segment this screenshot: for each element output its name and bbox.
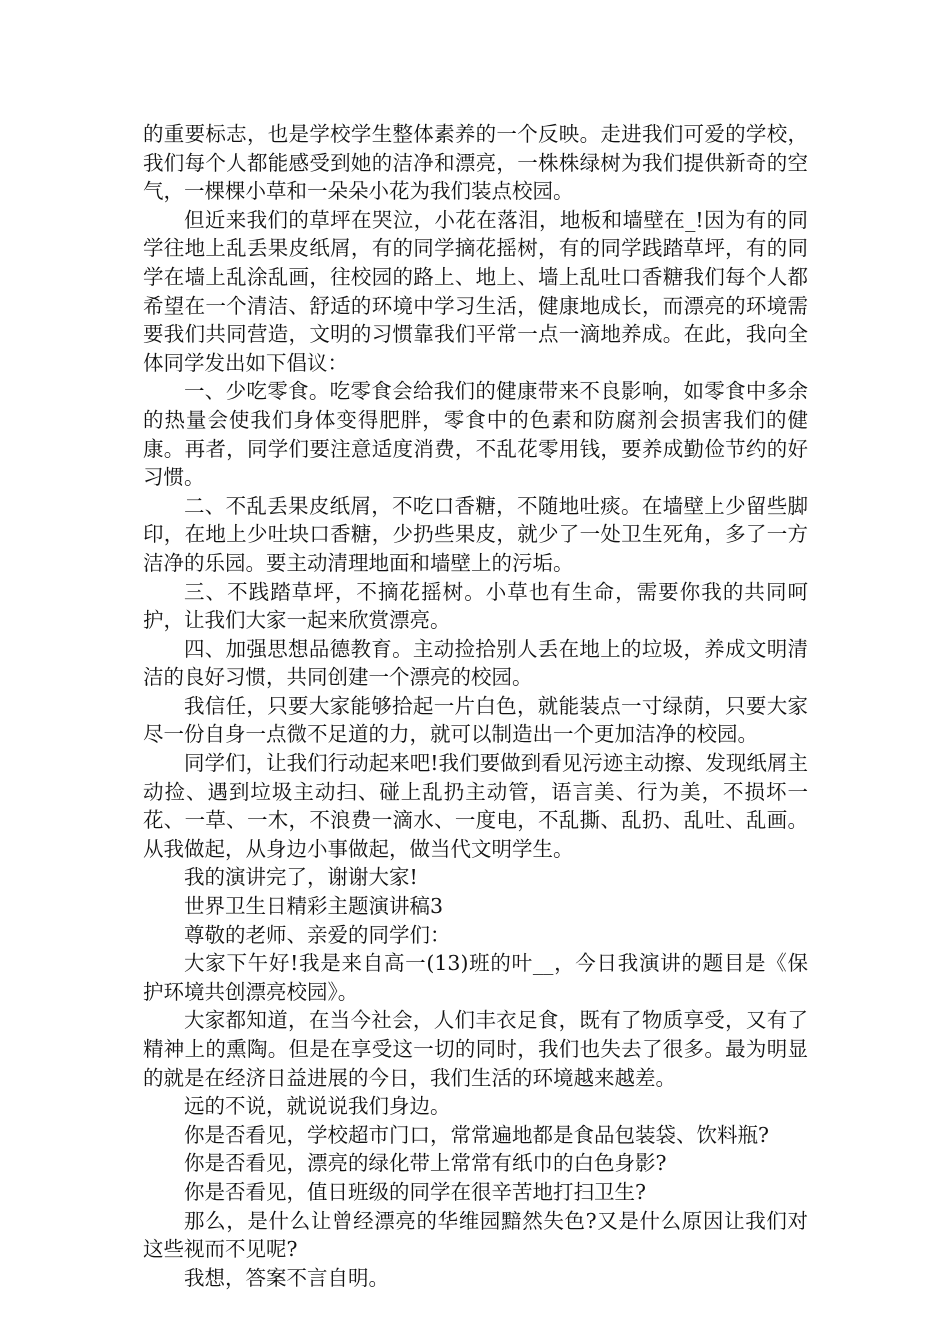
paragraph-closing: 我的演讲完了，谢谢大家! <box>184 865 418 890</box>
paragraph-answer: 我想，答案不言自明。 <box>184 1265 389 1290</box>
paragraph-nearby: 远的不说，就说说我们身边。 <box>184 1094 451 1119</box>
question-supermarket: 你是否看见，学校超市门口，常常遍地都是食品包装袋、饮料瓶? <box>184 1122 769 1147</box>
paragraph-call-to-action: 同学们，让我们行动起来吧!我们要做到看见污迹主动擦、发现纸屑主动捡、遇到垃圾主动扫、碰上乱扔主动管，语言美、行为美，不损坏一花、一草、一木，不浪费一滴水、一度电，不乱撕、乱扔、乱吐、乱画。从我做起，从身边小事做起，做当代文明学生。 <box>143 751 808 861</box>
proposal-two: 二、不乱丢果皮纸屑，不吃口香糖，不随地吐痰。在墙壁上少留些脚印，在地上少吐块口香糖，少扔些果皮，就少了一处卫生死角，多了一方洁净的乐园。要主动清理地面和墙壁上的污垢。 <box>143 493 808 575</box>
proposal-four: 四、加强思想品德教育。主动捡拾别人丢在地上的垃圾，养成文明清洁的良好习惯，共同创建一个漂亮的校园。 <box>143 636 808 690</box>
paragraph-lawn-crying: 但近来我们的草坪在哭泣，小花在落泪，地板和墙壁在_!因为有的同学往地上乱丢果皮纸屑，有的同学摘花摇树，有的同学践踏草坪，有的同学在墙上乱涂乱画，往校园的路上、地上、墙上乱吐口香糖我们每个人都希望在一个清洁、舒适的环境中学习生活，健康地成长，而漂亮的环境需要我们共同营造，文明的习惯靠我们平常一点一滴地养成。在此，我向全体同学发出如下倡议： <box>143 207 808 375</box>
proposal-one: 一、少吃零食。吃零食会给我们的健康带来不良影响，如零食中多余的热量会使我们身体变得肥胖，零食中的色素和防腐剂会损害我们的健康。再者，同学们要注意适度消费，不乱花零用钱，要养成勤俭节约的好习惯。 <box>143 379 808 490</box>
document-page <box>143 120 808 1292</box>
salutation: 尊敬的老师、亲爱的同学们： <box>184 922 451 947</box>
question-cleaning: 你是否看见，值日班级的同学在很辛苦地打扫卫生? <box>184 1179 646 1204</box>
question-greenbelt: 你是否看见，漂亮的绿化带上常常有纸巾的白色身影? <box>184 1151 667 1176</box>
paragraph-greeting: 大家下午好!我是来自高一(13)班的叶__，今日我演讲的题目是《保护环境共创漂亮校园》。 <box>143 951 808 1004</box>
paragraph-continuation: 的重要标志，也是学校学生整体素养的一个反映。走进我们可爱的学校，我们每个人都能感受到她的洁净和漂亮，一株株绿树为我们提供新奇的空气，一棵棵小草和一朵朵小花为我们装点校园。 <box>143 122 808 204</box>
proposal-three: 三、不践踏草坪，不摘花摇树。小草也有生命，需要你我的共同呵护，让我们大家一起来欣赏漂亮。 <box>143 579 808 633</box>
section-title: 世界卫生日精彩主题演讲稿3 <box>184 894 444 919</box>
paragraph-society: 大家都知道，在当今社会，人们丰衣足食，既有了物质享受，又有了精神上的熏陶。但是在享受这一切的同时，我们也失去了很多。最为明显的就是在经济日益进展的今日，我们生活的环境越来越差。 <box>143 1008 808 1090</box>
question-why: 那么，是什么让曾经漂亮的华维园黯然失色?又是什么原因让我们对这些视而不见呢? <box>143 1208 808 1262</box>
paragraph-belief: 我信任，只要大家能够拾起一片白色，就能装点一寸绿荫，只要大家尽一份自身一点微不足道的力，就可以制造出一个更加洁净的校园。 <box>143 693 808 747</box>
